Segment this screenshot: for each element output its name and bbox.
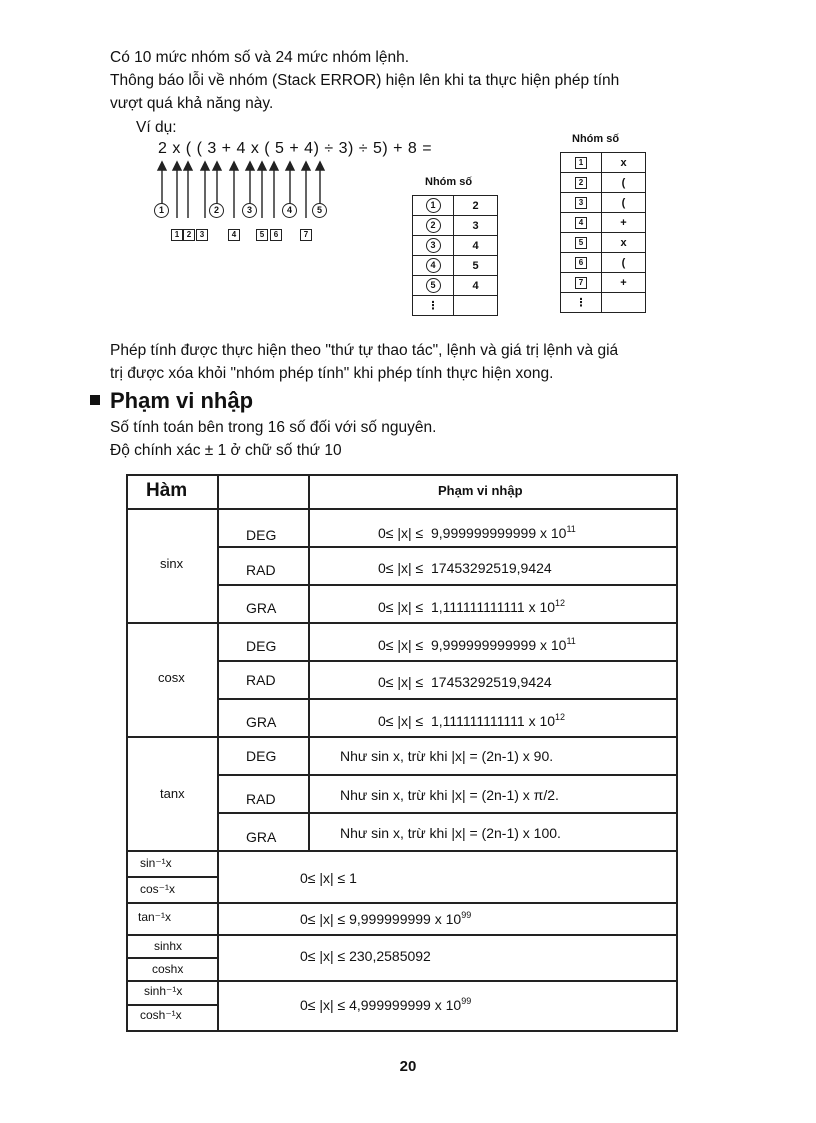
- stack-marker: 3: [575, 197, 587, 209]
- number-stack-title: Nhóm số: [425, 176, 473, 188]
- stack-value: (: [602, 193, 646, 213]
- table-row: [413, 196, 498, 216]
- table-row: [561, 193, 646, 213]
- intro-line-2: Thông báo lỗi về nhóm (Stack ERROR) hiện lên khi ta thực hiện phép tính: [110, 72, 620, 89]
- mode-deg: DEG: [246, 748, 277, 764]
- table-divider: [217, 660, 676, 662]
- table-row: [413, 296, 498, 316]
- table-divider: [217, 584, 676, 586]
- stack-value: 5: [454, 256, 498, 276]
- range-tan-rad: Như sin x, trừ khi |x| = (2n-1) x π/2.: [340, 787, 559, 803]
- table-divider: [217, 774, 676, 776]
- after-text-line-2: trị được xóa khỏi "nhóm phép tính" khi phép tính thực hiện xong.: [110, 365, 554, 382]
- number-marker-3: 3: [242, 203, 257, 218]
- stack-value: (: [602, 173, 646, 193]
- command-marker-7: 7: [300, 229, 312, 241]
- table-divider: [126, 622, 676, 624]
- function-atan: tan⁻¹x: [138, 910, 172, 924]
- number-stack-table: [412, 195, 498, 316]
- table-divider: [126, 876, 217, 878]
- table-row: [561, 273, 646, 293]
- function-cos: cosx: [158, 670, 185, 685]
- stack-marker: 5: [575, 237, 587, 249]
- stack-marker: 1: [575, 157, 587, 169]
- section-line-2: Độ chính xác ± 1 ở chữ số thứ 10: [110, 442, 342, 459]
- bullet-square-icon: [90, 395, 100, 405]
- range-cos-gra: 0≤ |x| ≤ 1,111111111111 x $10^{12}$: [378, 712, 566, 729]
- page-number: 20: [399, 1058, 417, 1075]
- function-asinh: sinh⁻¹x: [144, 984, 183, 998]
- function-sinh: sinhx: [154, 939, 183, 953]
- range-cos-rad: 0≤ |x| ≤ 17453292519,9424: [378, 674, 552, 690]
- intro-line-3: vượt quá khả năng này.: [110, 95, 274, 112]
- stack-value: 4: [454, 236, 498, 256]
- stack-marker: 2: [426, 218, 441, 233]
- stack-marker: 3: [426, 238, 441, 253]
- range-sin-gra: 0≤ |x| ≤ 1,111111111111 x $10^{12}$: [378, 598, 566, 615]
- table-row: [413, 236, 498, 256]
- stack-value: 3: [454, 216, 498, 236]
- table-divider: [126, 850, 676, 852]
- range-atan: 0≤ |x| ≤ 9,999999999 x $10^{99}$: [300, 910, 472, 927]
- command-marker-1: 1: [171, 229, 183, 241]
- command-marker-6: 6: [270, 229, 282, 241]
- table-row: [561, 173, 646, 193]
- table-row: [561, 233, 646, 253]
- table-divider: [217, 812, 676, 814]
- table-divider: [126, 980, 676, 982]
- number-marker-4: 4: [282, 203, 297, 218]
- stack-marker: 7: [575, 277, 587, 289]
- section-title: Phạm vi nhập: [110, 388, 254, 413]
- stack-value: (: [602, 253, 646, 273]
- mode-gra: GRA: [246, 600, 277, 616]
- stack-marker: 4: [575, 217, 587, 229]
- header-range: Phạm vi nhập: [438, 483, 523, 498]
- stack-value: x: [602, 233, 646, 253]
- table-row: [561, 213, 646, 233]
- stack-marker: 4: [426, 258, 441, 273]
- table-divider: [126, 736, 676, 738]
- table-divider: [126, 934, 676, 936]
- function-tan: tanx: [160, 786, 185, 801]
- command-stack-table: [560, 152, 646, 313]
- stack-marker: 2: [575, 177, 587, 189]
- header-function: Hàm: [146, 480, 188, 501]
- mode-gra: GRA: [246, 714, 277, 730]
- command-stack-title: Nhóm số: [572, 133, 620, 145]
- stack-marker: 6: [575, 257, 587, 269]
- range-tan-gra: Như sin x, trừ khi |x| = (2n-1) x 100.: [340, 825, 561, 841]
- command-marker-5: 5: [256, 229, 268, 241]
- table-divider: [217, 474, 219, 1030]
- table-divider: [308, 474, 310, 850]
- stack-value: +: [602, 213, 646, 233]
- table-divider: [126, 902, 676, 904]
- range-sin-rad: 0≤ |x| ≤ 17453292519,9424: [378, 560, 552, 576]
- range-cos-deg: 0≤ |x| ≤ 9,999999999999 x $10^{11}$: [378, 636, 576, 653]
- table-divider: [126, 957, 217, 959]
- function-asin: sin⁻¹x: [140, 856, 172, 870]
- table-divider: [217, 698, 676, 700]
- function-acos: cos⁻¹x: [140, 882, 176, 896]
- after-text-line-1: Phép tính được thực hiện theo "thứ tự thao tác", lệnh và giá trị lệnh và giá: [110, 342, 619, 359]
- stack-value: 2: [454, 196, 498, 216]
- mode-gra: GRA: [246, 829, 277, 845]
- table-row: [413, 256, 498, 276]
- example-expression: 2 x ( ( 3 + 4 x ( 5 + 4) ÷ 3) ÷ 5) + 8 =: [158, 140, 433, 157]
- table-row: [561, 253, 646, 273]
- table-divider: [126, 1004, 217, 1006]
- mode-deg: DEG: [246, 638, 277, 654]
- range-asinh-acosh: 0≤ |x| ≤ 4,999999999 x $10^{99}$: [300, 996, 472, 1013]
- intro-line-1: Có 10 mức nhóm số và 24 mức nhóm lệnh.: [110, 49, 410, 66]
- range-sinh-cosh: 0≤ |x| ≤ 230,2585092: [300, 948, 431, 964]
- mode-rad: RAD: [246, 562, 276, 578]
- number-marker-5: 5: [312, 203, 327, 218]
- number-marker-1: 1: [154, 203, 169, 218]
- number-marker-2: 2: [209, 203, 224, 218]
- range-sin-deg: 0≤ |x| ≤ 9,999999999999 x $10^{11}$: [378, 524, 576, 541]
- range-tan-deg: Như sin x, trừ khi |x| = (2n-1) x 90.: [340, 748, 554, 764]
- function-acosh: cosh⁻¹x: [140, 1008, 182, 1022]
- stack-continuation: ⋮: [413, 296, 454, 316]
- stack-marker: 1: [426, 198, 441, 213]
- table-divider: [126, 508, 676, 510]
- function-cosh: coshx: [152, 962, 184, 976]
- example-label: Ví dụ:: [136, 119, 177, 136]
- mode-rad: RAD: [246, 672, 276, 688]
- mode-rad: RAD: [246, 791, 276, 807]
- table-row: [561, 153, 646, 173]
- stack-continuation: ⋮: [561, 293, 602, 313]
- stack-value: 4: [454, 276, 498, 296]
- function-sin: sinx: [160, 556, 184, 571]
- section-line-1: Số tính toán bên trong 16 số đối với số nguyên.: [110, 419, 437, 436]
- table-row: [413, 276, 498, 296]
- stack-marker: 5: [426, 278, 441, 293]
- section-heading: [90, 388, 253, 414]
- stack-value: x: [602, 153, 646, 173]
- command-marker-4: 4: [228, 229, 240, 241]
- table-row: [561, 293, 646, 313]
- stack-value: +: [602, 273, 646, 293]
- command-marker-2: 2: [183, 229, 195, 241]
- range-asin-acos: 0≤ |x| ≤ 1: [300, 870, 357, 886]
- mode-deg: DEG: [246, 527, 277, 543]
- table-row: [413, 216, 498, 236]
- table-divider: [217, 546, 676, 548]
- command-marker-3: 3: [196, 229, 208, 241]
